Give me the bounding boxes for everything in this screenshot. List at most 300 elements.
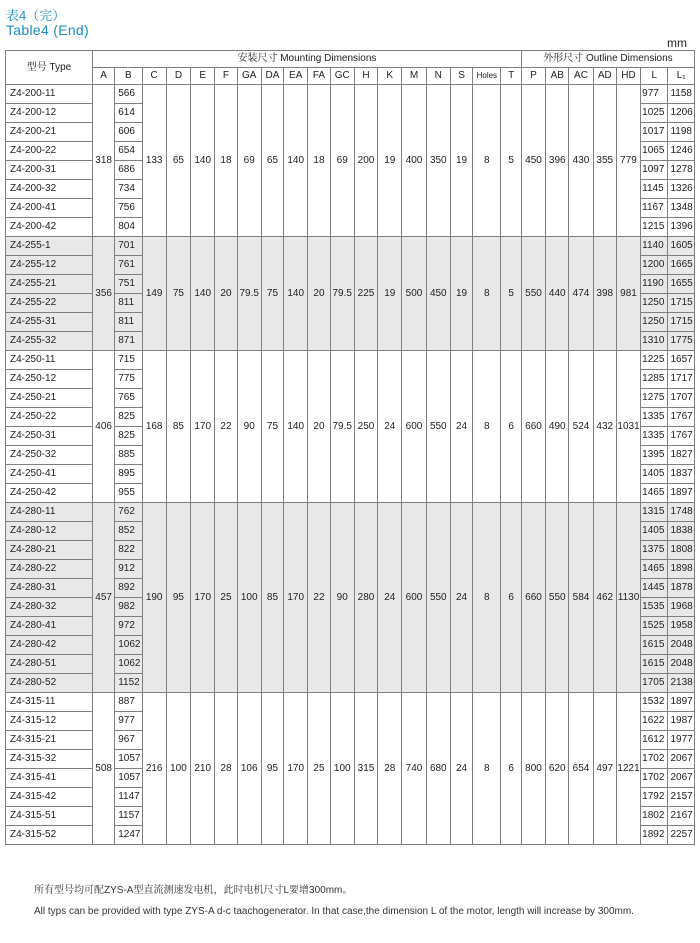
table-cell: 6: [501, 693, 521, 845]
table-cell: 524: [569, 351, 593, 503]
col-header: Holes: [473, 68, 501, 85]
table-cell: 1665: [668, 256, 695, 275]
table-cell: 65: [261, 85, 283, 237]
table-cell: 1837: [668, 465, 695, 484]
note-cn: 所有型号均可配ZYS-A型直流测速发电机，此时电机尺寸L要增300mm。: [34, 885, 353, 896]
table-cell: 18: [215, 85, 237, 237]
table-cell: 885: [115, 446, 142, 465]
col-header: AC: [569, 68, 593, 85]
table-cell: 6: [501, 351, 521, 503]
table-cell: 1405: [641, 465, 668, 484]
table-cell: 25: [215, 503, 237, 693]
table-cell: 701: [115, 237, 142, 256]
table-cell: 133: [142, 85, 166, 237]
table-cell: 606: [115, 123, 142, 142]
table-cell: Z4-200-22: [6, 142, 93, 161]
table-cell: 106: [237, 693, 261, 845]
table-cell: 2048: [668, 655, 695, 674]
table-cell: 140: [284, 85, 308, 237]
table-cell: 69: [237, 85, 261, 237]
table-cell: Z4-315-21: [6, 731, 93, 750]
table-cell: 1140: [641, 237, 668, 256]
table-cell: 8: [473, 237, 501, 351]
table-cell: 660: [521, 503, 545, 693]
table-cell: 1445: [641, 579, 668, 598]
table-cell: 19: [450, 85, 472, 237]
type-header: 型号 Type: [6, 51, 93, 85]
table-cell: 550: [426, 351, 450, 503]
table-cell: 75: [261, 237, 283, 351]
table-cell: 450: [426, 237, 450, 351]
table-cell: 620: [546, 693, 569, 845]
table-cell: Z4-200-41: [6, 199, 93, 218]
table-cell: Z4-250-22: [6, 408, 93, 427]
table-cell: 1250: [641, 313, 668, 332]
table-cell: 550: [546, 503, 569, 693]
table-cell: 200: [354, 85, 377, 237]
table-cell: 1395: [641, 446, 668, 465]
table-cell: 100: [330, 693, 354, 845]
table-cell: 1310: [641, 332, 668, 351]
col-header: C: [142, 68, 166, 85]
table-cell: 500: [402, 237, 426, 351]
table-cell: 1031: [616, 351, 640, 503]
col-header: FA: [308, 68, 330, 85]
table-cell: 170: [191, 503, 215, 693]
table-cell: 5: [501, 85, 521, 237]
table-row: [6, 503, 695, 522]
notes: [6, 880, 692, 922]
table-cell: Z4-280-31: [6, 579, 93, 598]
table-cell: 100: [237, 503, 261, 693]
table-cell: 2257: [668, 826, 695, 845]
table-cell: Z4-250-31: [6, 427, 93, 446]
col-header: HD: [616, 68, 640, 85]
table-cell: 1808: [668, 541, 695, 560]
table-cell: 1767: [668, 427, 695, 446]
table-cell: 1897: [668, 693, 695, 712]
table-cell: 508: [92, 693, 114, 845]
table-cell: 1225: [641, 351, 668, 370]
table-cell: Z4-280-52: [6, 674, 93, 693]
table-cell: 1878: [668, 579, 695, 598]
table-cell: Z4-280-22: [6, 560, 93, 579]
table-cell: 715: [115, 351, 142, 370]
table-cell: 69: [330, 85, 354, 237]
table-cell: 550: [521, 237, 545, 351]
table-cell: 318: [92, 85, 114, 237]
table-cell: Z4-200-12: [6, 104, 93, 123]
table-cell: Z4-315-32: [6, 750, 93, 769]
table-cell: 751: [115, 275, 142, 294]
table-cell: Z4-255-22: [6, 294, 93, 313]
table-cell: 90: [330, 503, 354, 693]
table-cell: 981: [616, 237, 640, 351]
table-cell: 762: [115, 503, 142, 522]
table-cell: Z4-280-11: [6, 503, 93, 522]
table-cell: Z4-280-41: [6, 617, 93, 636]
table-cell: 1326: [668, 180, 695, 199]
table-cell: 1767: [668, 408, 695, 427]
table-cell: 660: [521, 351, 545, 503]
table-cell: 1702: [641, 769, 668, 788]
table-cell: 140: [284, 351, 308, 503]
table-cell: 871: [115, 332, 142, 351]
table-cell: 100: [166, 693, 190, 845]
table-cell: 1525: [641, 617, 668, 636]
table-cell: 1465: [641, 560, 668, 579]
table-cell: 982: [115, 598, 142, 617]
table-cell: 1206: [668, 104, 695, 123]
table-cell: 20: [308, 351, 330, 503]
table-cell: 22: [215, 351, 237, 503]
table-cell: 18: [308, 85, 330, 237]
table-cell: 356: [92, 237, 114, 351]
table-cell: 1396: [668, 218, 695, 237]
table-cell: 90: [237, 351, 261, 503]
table-cell: 1057: [115, 769, 142, 788]
table-cell: 600: [402, 503, 426, 693]
table-cell: 740: [402, 693, 426, 845]
table-cell: 497: [593, 693, 616, 845]
table-cell: 1190: [641, 275, 668, 294]
table-cell: 24: [450, 693, 472, 845]
table-cell: 1968: [668, 598, 695, 617]
table-cell: 756: [115, 199, 142, 218]
table-cell: 654: [569, 693, 593, 845]
table-cell: 955: [115, 484, 142, 503]
table-cell: 1958: [668, 617, 695, 636]
table-cell: 1715: [668, 313, 695, 332]
table-cell: 24: [378, 503, 402, 693]
table-cell: Z4-280-51: [6, 655, 93, 674]
table-cell: 19: [450, 237, 472, 351]
col-header: F: [215, 68, 237, 85]
table-cell: 1898: [668, 560, 695, 579]
table-cell: 95: [261, 693, 283, 845]
table-cell: 140: [191, 237, 215, 351]
table-cell: 1157: [115, 807, 142, 826]
table-cell: 1065: [641, 142, 668, 161]
table-row: [6, 237, 695, 256]
dimensions-table: [5, 50, 695, 845]
table-cell: 1375: [641, 541, 668, 560]
table-cell: Z4-250-42: [6, 484, 93, 503]
table-cell: Z4-280-21: [6, 541, 93, 560]
table-cell: 1897: [668, 484, 695, 503]
col-header: L: [641, 68, 668, 85]
table-cell: 24: [450, 351, 472, 503]
col-header: AB: [546, 68, 569, 85]
table-cell: 22: [308, 503, 330, 693]
table-cell: 811: [115, 313, 142, 332]
table-cell: 440: [546, 237, 569, 351]
table-cell: 2048: [668, 636, 695, 655]
table-cell: 25: [308, 693, 330, 845]
table-cell: 1198: [668, 123, 695, 142]
table-row: [6, 351, 695, 370]
table-cell: 566: [115, 85, 142, 104]
table-cell: 1748: [668, 503, 695, 522]
table-cell: 1715: [668, 294, 695, 313]
table-cell: 1802: [641, 807, 668, 826]
col-header: AD: [593, 68, 616, 85]
table-cell: 1977: [668, 731, 695, 750]
table-cell: 1097: [641, 161, 668, 180]
table-cell: Z4-255-12: [6, 256, 93, 275]
table-cell: 1465: [641, 484, 668, 503]
table-cell: 2157: [668, 788, 695, 807]
table-cell: 396: [546, 85, 569, 237]
table-cell: 584: [569, 503, 593, 693]
table-cell: 1612: [641, 731, 668, 750]
table-cell: 85: [166, 351, 190, 503]
table-cell: 19: [378, 85, 402, 237]
table-cell: 140: [191, 85, 215, 237]
table-cell: 250: [354, 351, 377, 503]
table-cell: Z4-250-32: [6, 446, 93, 465]
table-cell: 8: [473, 85, 501, 237]
table-cell: 761: [115, 256, 142, 275]
table-cell: Z4-200-21: [6, 123, 93, 142]
table-cell: 1152: [115, 674, 142, 693]
col-header: N: [426, 68, 450, 85]
table-title-cn: 表4（完）: [6, 8, 66, 23]
table-cell: Z4-250-11: [6, 351, 93, 370]
table-cell: 79.5: [237, 237, 261, 351]
table-cell: 1605: [668, 237, 695, 256]
table-cell: 1062: [115, 655, 142, 674]
table-cell: 775: [115, 370, 142, 389]
table-cell: 1655: [668, 275, 695, 294]
table-cell: Z4-315-41: [6, 769, 93, 788]
table-cell: Z4-255-21: [6, 275, 93, 294]
table-cell: 1622: [641, 712, 668, 731]
table-cell: 24: [450, 503, 472, 693]
table-cell: 1717: [668, 370, 695, 389]
table-cell: 2167: [668, 807, 695, 826]
table-cell: 1615: [641, 636, 668, 655]
table-cell: Z4-250-21: [6, 389, 93, 408]
table-cell: 800: [521, 693, 545, 845]
table-cell: 1535: [641, 598, 668, 617]
table-cell: 811: [115, 294, 142, 313]
table-cell: 225: [354, 237, 377, 351]
table-cell: Z4-280-42: [6, 636, 93, 655]
table-cell: 550: [426, 503, 450, 693]
table-cell: 1827: [668, 446, 695, 465]
table-cell: 1221: [616, 693, 640, 845]
table-row: [6, 693, 695, 712]
table-cell: 1892: [641, 826, 668, 845]
table-cell: 1987: [668, 712, 695, 731]
col-header: T: [501, 68, 521, 85]
table-cell: 490: [546, 351, 569, 503]
table-cell: Z4-200-42: [6, 218, 93, 237]
table-cell: 20: [215, 237, 237, 351]
note-en: All typs can be provided with type ZYS-A d-c taachogenerator. In that case,the dimension L of the motor, length will increase by 300mm.: [34, 906, 634, 917]
table-cell: 28: [215, 693, 237, 845]
table-cell: 1285: [641, 370, 668, 389]
table-cell: 895: [115, 465, 142, 484]
table-cell: Z4-255-1: [6, 237, 93, 256]
table-cell: 972: [115, 617, 142, 636]
table-cell: 1838: [668, 522, 695, 541]
table-cell: 2067: [668, 769, 695, 788]
table-cell: 765: [115, 389, 142, 408]
table-cell: 75: [261, 351, 283, 503]
table-cell: 79.5: [330, 351, 354, 503]
table-cell: 680: [426, 693, 450, 845]
table-cell: 1615: [641, 655, 668, 674]
table-cell: 168: [142, 351, 166, 503]
table-cell: 1057: [115, 750, 142, 769]
table-cell: 75: [166, 237, 190, 351]
table-cell: 1275: [641, 389, 668, 408]
table-cell: 315: [354, 693, 377, 845]
col-header: A: [92, 68, 114, 85]
table-cell: 450: [521, 85, 545, 237]
table-cell: 1532: [641, 693, 668, 712]
table-cell: 1278: [668, 161, 695, 180]
table-cell: 5: [501, 237, 521, 351]
table-cell: 8: [473, 503, 501, 693]
table-cell: 280: [354, 503, 377, 693]
table-cell: 1707: [668, 389, 695, 408]
table-cell: 462: [593, 503, 616, 693]
table-cell: 1200: [641, 256, 668, 275]
table-cell: 825: [115, 408, 142, 427]
col-header: M: [402, 68, 426, 85]
table-cell: 1215: [641, 218, 668, 237]
table-cell: Z4-280-32: [6, 598, 93, 617]
table-cell: 654: [115, 142, 142, 161]
col-header: B: [115, 68, 142, 85]
table-cell: 1025: [641, 104, 668, 123]
col-header: K: [378, 68, 402, 85]
table-cell: Z4-315-42: [6, 788, 93, 807]
table-cell: Z4-200-32: [6, 180, 93, 199]
table-cell: 822: [115, 541, 142, 560]
table-cell: 65: [166, 85, 190, 237]
table-cell: 170: [284, 693, 308, 845]
table-cell: 1405: [641, 522, 668, 541]
table-cell: 1792: [641, 788, 668, 807]
table-cell: 600: [402, 351, 426, 503]
table-cell: 887: [115, 693, 142, 712]
table-cell: Z4-255-32: [6, 332, 93, 351]
table-cell: 1702: [641, 750, 668, 769]
table-cell: 95: [166, 503, 190, 693]
table-cell: 400: [402, 85, 426, 237]
table-cell: 190: [142, 503, 166, 693]
col-header: GC: [330, 68, 354, 85]
table-cell: 1250: [641, 294, 668, 313]
col-header: GA: [237, 68, 261, 85]
table-cell: 1775: [668, 332, 695, 351]
table-cell: 892: [115, 579, 142, 598]
table-cell: 8: [473, 351, 501, 503]
table-cell: 1247: [115, 826, 142, 845]
table-cell: 1657: [668, 351, 695, 370]
table-cell: 19: [378, 237, 402, 351]
col-header: S: [450, 68, 472, 85]
table-cell: Z4-250-41: [6, 465, 93, 484]
col-header: EA: [284, 68, 308, 85]
table-cell: Z4-250-12: [6, 370, 93, 389]
table-cell: 1017: [641, 123, 668, 142]
table-cell: Z4-280-12: [6, 522, 93, 541]
table-cell: 85: [261, 503, 283, 693]
outline-header: 外形尺寸 Outline Dimensions: [521, 51, 694, 68]
table-cell: 406: [92, 351, 114, 503]
table-cell: 216: [142, 693, 166, 845]
table-cell: Z4-315-52: [6, 826, 93, 845]
table-cell: Z4-315-11: [6, 693, 93, 712]
table-cell: 1335: [641, 408, 668, 427]
col-header: D: [166, 68, 190, 85]
table-cell: Z4-315-12: [6, 712, 93, 731]
unit-label: mm: [667, 36, 687, 50]
col-header: DA: [261, 68, 283, 85]
table-cell: 2138: [668, 674, 695, 693]
col-header: P: [521, 68, 545, 85]
table-cell: 430: [569, 85, 593, 237]
table-cell: 1147: [115, 788, 142, 807]
table-cell: 457: [92, 503, 114, 693]
table-cell: 210: [191, 693, 215, 845]
table-cell: 779: [616, 85, 640, 237]
table-title-en: Table4 (End): [6, 22, 89, 38]
table-cell: 977: [115, 712, 142, 731]
table-row: [6, 85, 695, 104]
table-cell: 825: [115, 427, 142, 446]
table-cell: 28: [378, 693, 402, 845]
table-cell: 24: [378, 351, 402, 503]
table-cell: 967: [115, 731, 142, 750]
table-cell: 398: [593, 237, 616, 351]
table-cell: Z4-255-31: [6, 313, 93, 332]
table-cell: 6: [501, 503, 521, 693]
table-cell: 1167: [641, 199, 668, 218]
table-cell: 474: [569, 237, 593, 351]
table-cell: Z4-200-11: [6, 85, 93, 104]
table-cell: 170: [191, 351, 215, 503]
table-cell: 1062: [115, 636, 142, 655]
table-cell: 79.5: [330, 237, 354, 351]
table-cell: 734: [115, 180, 142, 199]
table-cell: 614: [115, 104, 142, 123]
table-cell: 804: [115, 218, 142, 237]
table-cell: 1130: [616, 503, 640, 693]
table-cell: 1158: [668, 85, 695, 104]
mounting-header: 安装尺寸 Mounting Dimensions: [92, 51, 521, 68]
table-cell: 140: [284, 237, 308, 351]
table-cell: 977: [641, 85, 668, 104]
table-cell: Z4-200-31: [6, 161, 93, 180]
table-cell: 8: [473, 693, 501, 845]
table-cell: 912: [115, 560, 142, 579]
table-cell: Z4-315-51: [6, 807, 93, 826]
table-cell: 1315: [641, 503, 668, 522]
table-cell: 1145: [641, 180, 668, 199]
table-cell: 1335: [641, 427, 668, 446]
table-cell: 432: [593, 351, 616, 503]
table-cell: 170: [284, 503, 308, 693]
table-cell: 852: [115, 522, 142, 541]
table-cell: 355: [593, 85, 616, 237]
table-cell: 686: [115, 161, 142, 180]
